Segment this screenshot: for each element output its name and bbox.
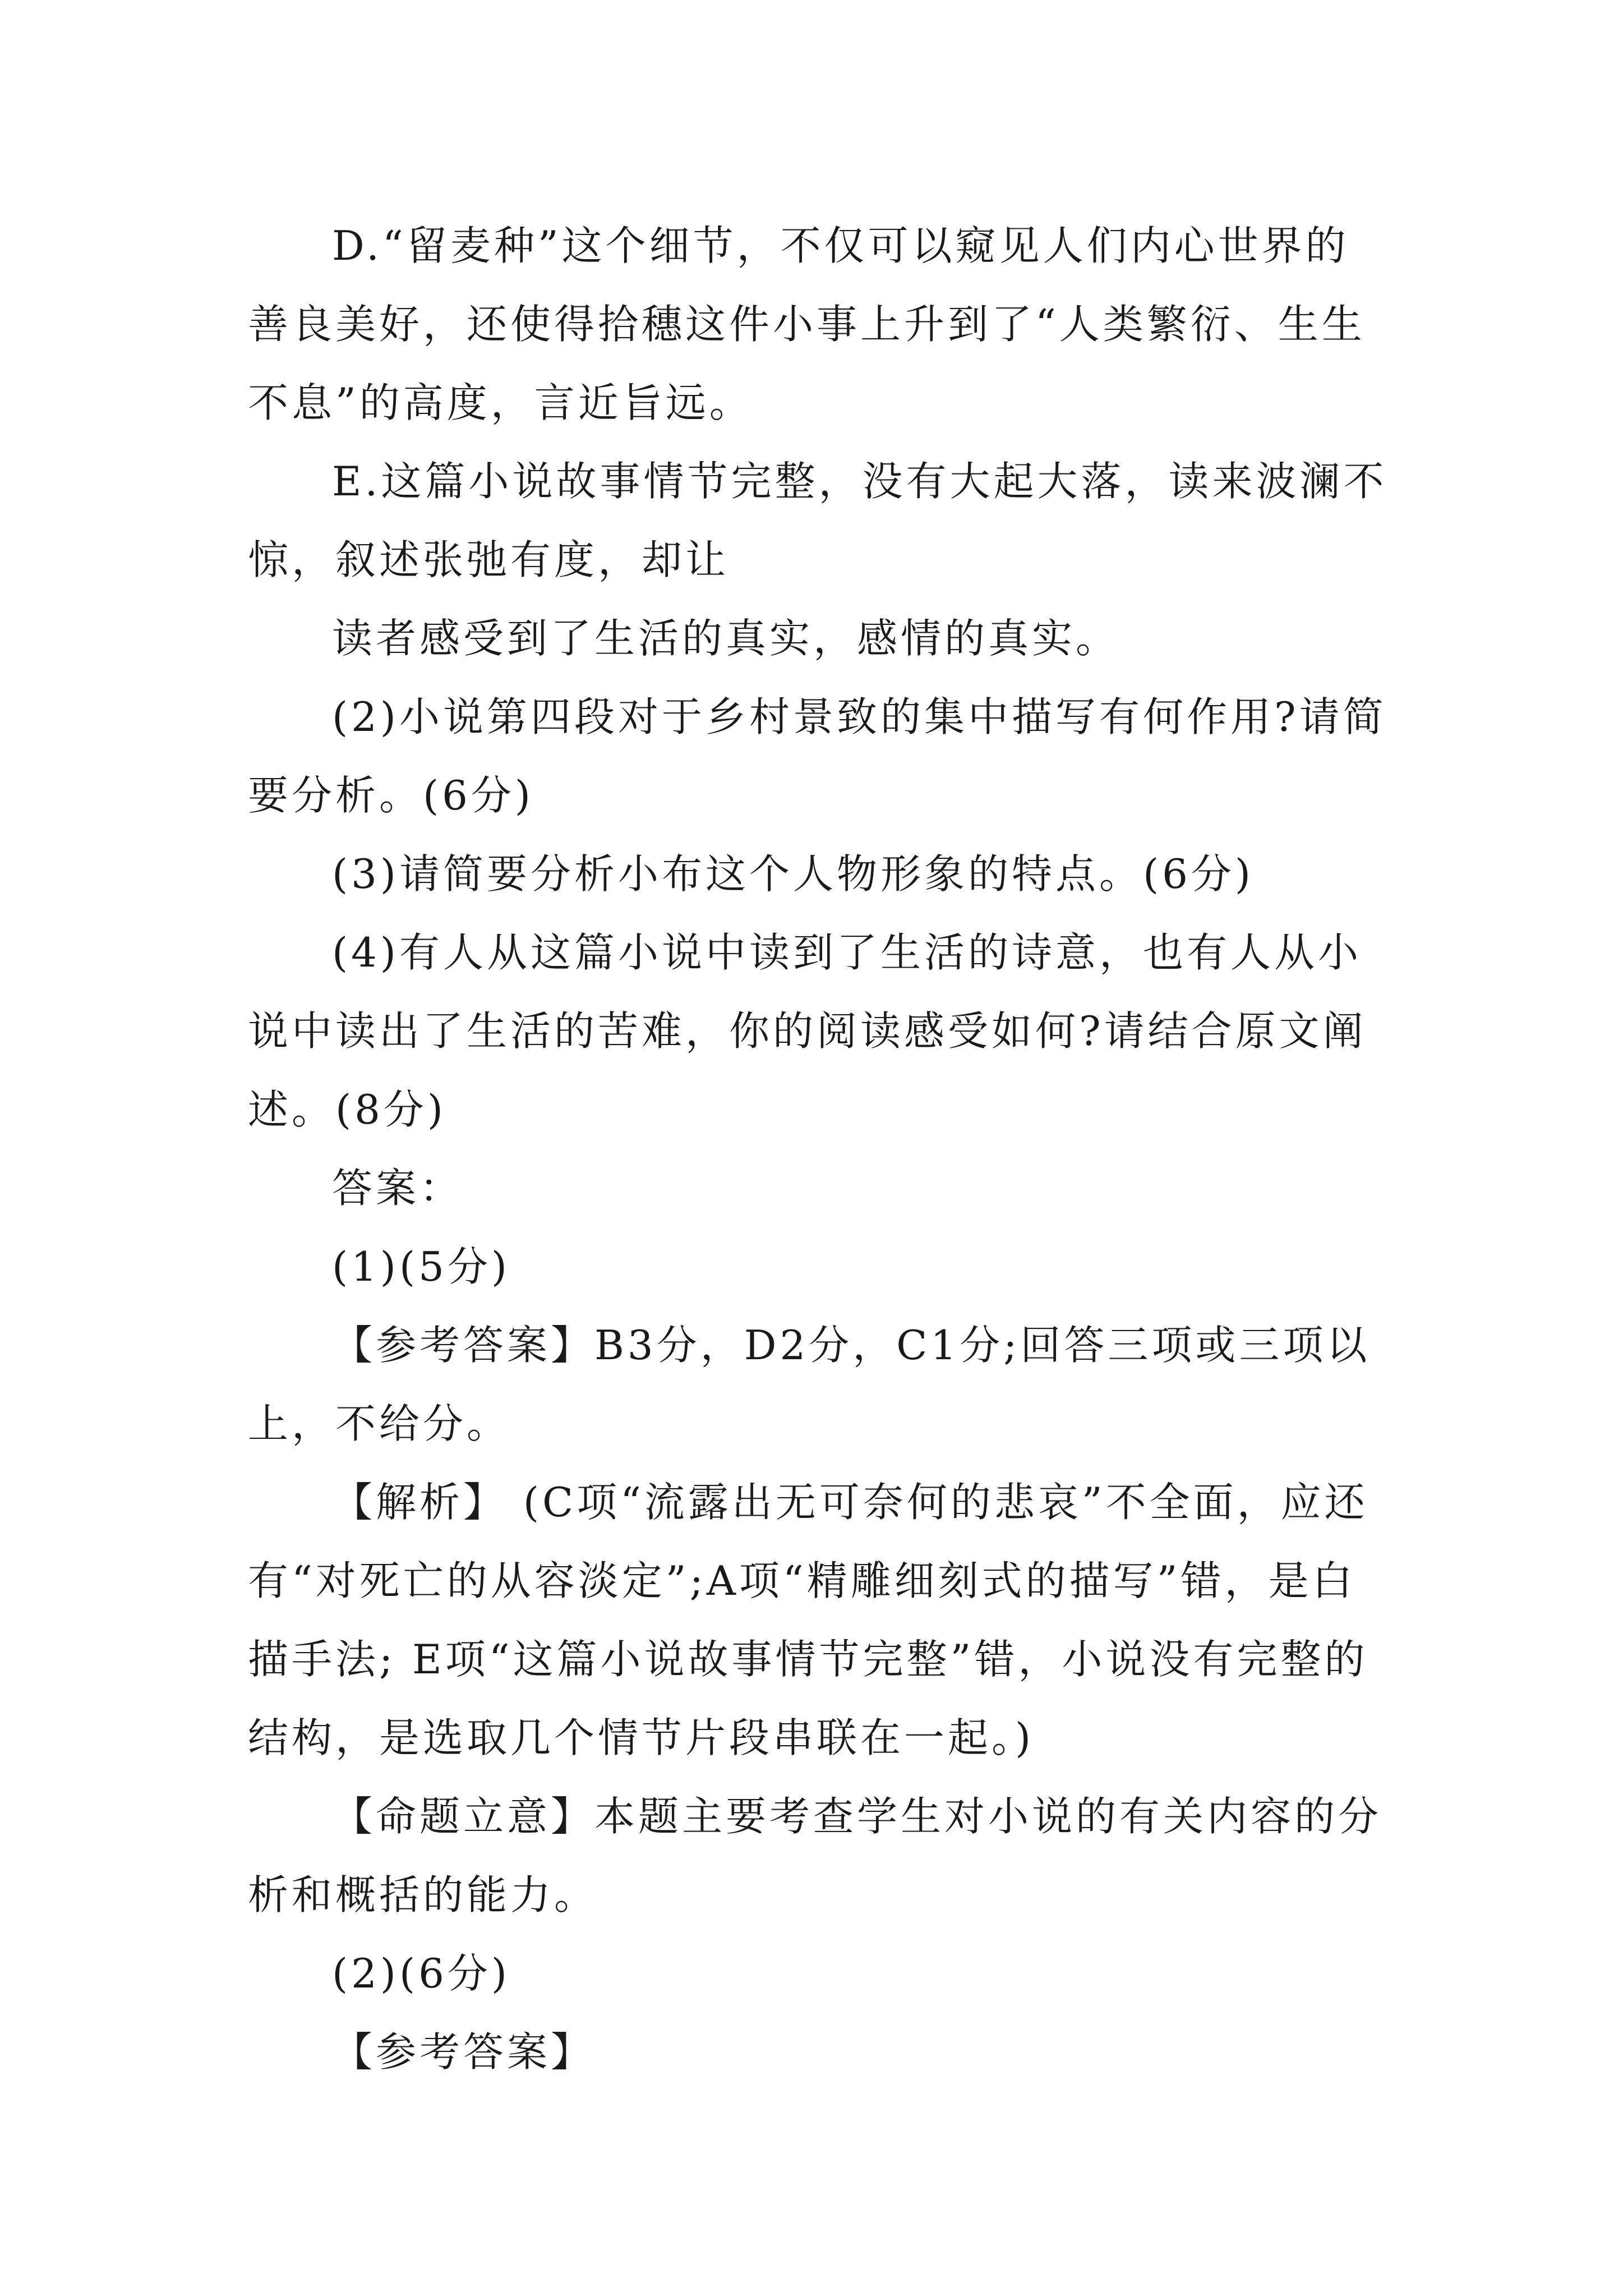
answer-2-heading: (2)(6分): [332, 1950, 510, 1997]
answer-1-heading: (1)(5分): [332, 1243, 510, 1290]
answer-1-intent: 【命题立意】本题主要考查学生对小说的有关内容的分析和概括的能力。: [248, 1793, 1382, 1918]
answer-1-analysis: 【解析】 (C项“流露出无可奈何的悲哀”不全面，应还有“对死亡的从容淡定”;A项“精雕细刻式的描写”错，是白描手法; E项“这篇小说故事情节完整”错，小说没有完整的结构，是选取几个情节片段串联在一起。): [248, 1479, 1368, 1761]
question-2: (2)小说第四段对于乡村景致的集中描写有何作用?请简要分析。(6分): [248, 693, 1387, 819]
document-body: [248, 206, 1392, 2091]
question-4: (4)有人从这篇小说中读到了生活的诗意，也有人从小说中读出了生活的苦难，你的阅读感受如何?请结合原文阐述。(8分): [248, 929, 1367, 1133]
answer-2-reference: 【参考答案】: [332, 2028, 595, 2076]
option-e-continuation: 读者感受到了生活的真实，感情的真实。: [332, 615, 1120, 662]
answer-heading: 答案：: [332, 1165, 464, 1212]
option-d-paragraph: D.“留麦种”这个细节，不仅可以窥见人们内心世界的善良美好，还使得拾穗这件小事上升到了“人类繁衍、生生不息”的高度，言近旨远。: [248, 222, 1366, 426]
question-3: (3)请简要分析小布这个人物形象的特点。(6分): [332, 850, 1254, 898]
answer-1-reference: 【参考答案】B3分，D2分，C1分;回答三项或三项以上，不给分。: [248, 1322, 1371, 1447]
option-e-paragraph: E.这篇小说故事情节完整，没有大起大落，读来波澜不惊，叙述张弛有度，却让: [248, 458, 1387, 583]
